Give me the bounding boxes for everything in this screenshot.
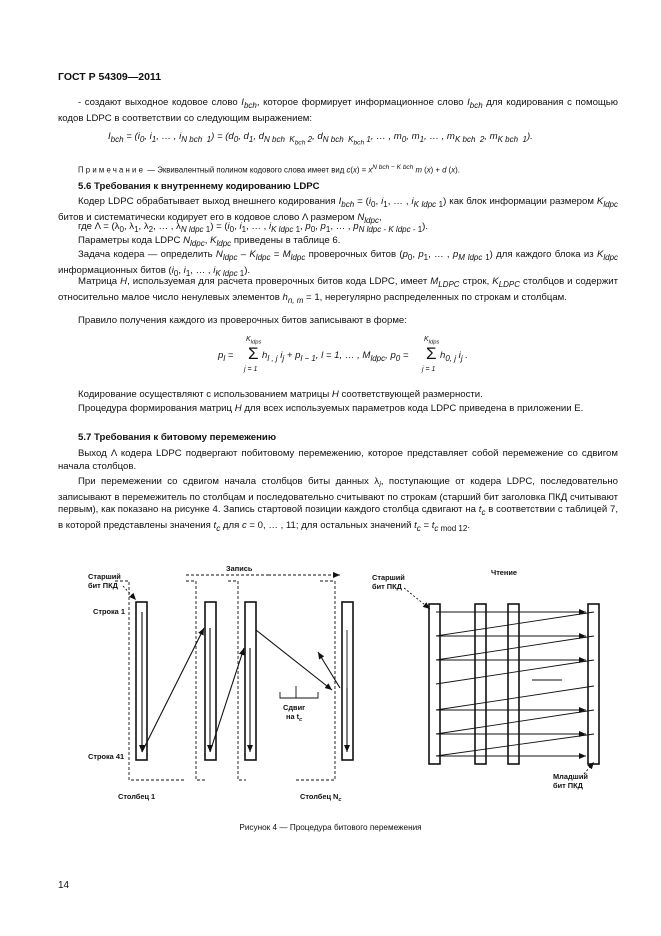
paragraph-lambda-def: где $\Lambda = (\lambda_0$, $\lambda_1$, $\lambda_2$, … , $\lambda_{N ldpc 1}) = (i_0$, $i_1$, … , $i_{K ldpc 1}$, $p_0$, $p_1$, … , $p_{N ldpc - K ldpc - 1}$). [78,221,429,234]
document-header: ГОСТ Р 54309—2011 [58,71,162,83]
interleaving-figure [0,555,661,810]
paragraph-column-twist: При перемежении со сдвигом начала столбцов биты данных $\lambda_i$, поступающие от кодера LDPC, последовательно записывают в перемежитель по столбцам и последовательно считывают по строкам (старший бит заголовка ПКД считывают первым), как показано на рисунке 4. Запись стартовой позиции каждого столбца сдвигают на $t_c$ в соответствии с таблицей 7, в которой представлены значения $t_c$ для c = 0, … , 11; для остальных значений $t_c = t_{c mod 12}$. [58,476,619,533]
paragraph-ldpc-encoder: Кодер LDPC обрабатывает выход внешнего кодирования $I_{bch} = (i_0$, $i_1$, … , $i_{K ldpc 1}$) как блок информации размером $K_{ldpc}$ битов и систематически кодирует его в кодовое слово Λ размером $N_{ldpc}$, [58,196,618,225]
column-n-label: Столбец $N_c$ [300,792,342,803]
msb-label-read-line2: бит ПКД [372,582,402,591]
shift-label-line2: на $t_c$ [286,712,303,723]
msb-label-write-line1: Старший [88,572,121,581]
paragraph-bit-interleaving: Выход Λ кодера LDPC подвергают побитовому перемежению, которое представляет собой перемежение со сдвигом начала столбцов. [58,448,618,472]
msb-label-write-line2: бит ПКД [88,581,118,590]
row-1-label: Строка 1 [93,607,125,616]
section-heading-5-7: 5.7 Требования к битовому перемежению [78,432,277,443]
read-diagram [372,568,599,790]
msb-label-read-line1: Старший [372,573,405,582]
paragraph-appendix-e: Процедура формирования матриц H для всех используемых параметров кода LDPC приведена в приложении Е. [78,403,584,414]
paragraph-ldpc-params: Параметры кода LDPC $N_{ldpc}$, $K_{ldpc}$ приведены в таблице 6. [78,235,341,248]
page-number: 14 [58,880,70,891]
write-diagram [88,564,353,803]
column-1-label: Столбец 1 [118,792,156,801]
section-heading-5-6: 5.6 Требования к внутреннему кодированию LDPC [78,181,320,192]
read-column-n [588,604,599,764]
paragraph-parity-rule: Правило получения каждого из проверочных битов записывают в форме: [78,315,407,326]
formula-bch-codeword: $I_{bch} = (i_0$, $i_1$, … , $i_{N bch 1}) = (d_0$, $d_1$, $d_{N bch K_{bch} 2}$, $d_{N bch K_{bch} 1}$, … , $m_0$, $m_1$, … , $m_{K bch 2}$, $m_{K bch 1}$). [108,131,533,147]
read-column-2 [475,604,486,764]
read-title: Чтение [491,568,518,577]
paragraph-encoder-task: Задача кодера — определить $N_{ldpc} - K_{ldpc} = M_{ldpc}$ проверочных битов ($p_0$, $p_1$, … , $p_{M ldpc 1}$) для каждого блока из $K_{ldpc}$ информационных битов ($i_0$, $i_1$, … , $i_{K ldpc 1}$). [58,249,619,278]
paragraph-encoding-matrix: Кодирование осуществляют с использованием матрицы H соответствующей размерности. [78,389,483,400]
lsb-label-read-line1: Младший [553,772,588,781]
lsb-label-read-line2: бит ПКД [553,781,583,790]
note-polynomial: Примечание — Эквивалентный полином кодового слова имеет вид $c(x) = x^{N bch - K bch}$ m (x) + d (x). [78,164,460,175]
paragraph-output-codeword: - создают выходное кодовое слово $I_{bch}$, которое формирует информационное слово $I_{bch}$ для кодирования с помощью кодов LDPC в соответствии со следующим выражением: [58,97,618,124]
write-title: Запись [226,564,253,573]
shift-label-line1: Сдвиг [283,703,306,712]
figure-caption: Рисунок 4 — Процедура битового перемежения [239,823,422,832]
row-41-label: Строка 41 [88,752,125,761]
paragraph-matrix-h: Матрица H, используемая для расчета проверочных битов кода LDPC, имеет $M_{LDPC}$ строк, $K_{LDPC}$ столбцов и содержит относительно малое число ненулевых элементов $h_{n, m} = 1$, нерегулярно распределенных по строкам и столбцам. [58,276,619,305]
formula-parity-bits: $p_l$ = $K_{ldps}$ Σ j = 1 $h_{l , j}$ $i_j + p_{l - 1}$, l = 1, … , $M_{ldpc}$, $p_0$ = $K_{ldps}$ Σ j = 1 $h_{0, j}$ $i_j$ . [218,336,468,373]
read-column-3 [508,604,519,764]
